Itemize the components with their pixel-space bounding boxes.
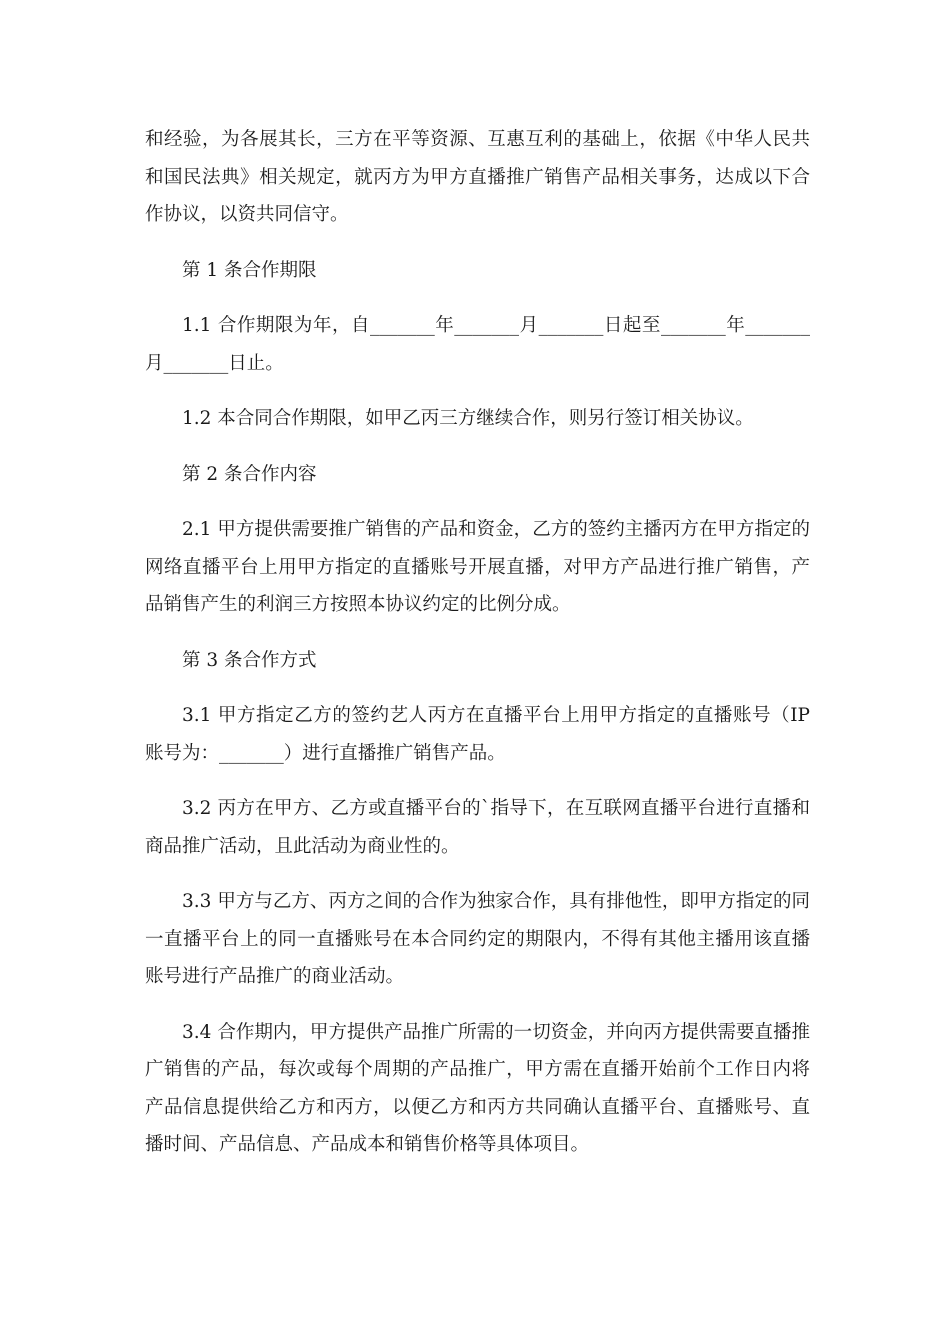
article-2-heading: 第 2 条合作内容 (182, 463, 317, 485)
article-3-heading: 第 3 条合作方式 (182, 649, 317, 671)
clause-3-3: 3.3 甲方与乙方、丙方之间的合作为独家合作，具有排他性，即甲方指定的同一直播平台上的同一直播账号在本合同约定的期限内，不得有其他主播用该直播账号进行产品推广的商业活动。 (145, 891, 810, 987)
clause-3-2: 3.2 丙方在甲方、乙方或直播平台的`指导下，在互联网直播平台进行直播和商品推广活动，且此活动为商业性的。 (145, 798, 810, 857)
document-body (145, 121, 810, 1182)
intro-paragraph: 和经验，为各展其长，三方在平等资源、互惠互利的基础上，依据《中华人民共和国民法典》相关规定，就丙方为甲方直播推广销售产品相关事务，达成以下合作协议，以资共同信守。 (145, 129, 810, 225)
clause-3-1: 3.1 甲方指定乙方的签约艺人丙方在直播平台上用甲方指定的直播账号（IP 账号为：_______）进行直播推广销售产品。 (145, 705, 810, 764)
clause-1-2: 1.2 本合同合作期限，如甲乙丙三方继续合作，则另行签订相关协议。 (182, 408, 754, 429)
clause-2-1: 2.1 甲方提供需要推广销售的产品和资金，乙方的签约主播丙方在甲方指定的网络直播平台上用甲方指定的直播账号开展直播，对甲方产品进行推广销售，产品销售产生的利润三方按照本协议约定的比例分成。 (145, 519, 810, 615)
clause-3-4: 3.4 合作期内，甲方提供产品推广所需的一切资金，并向丙方提供需要直播推广销售的产品，每次或每个周期的产品推广，甲方需在直播开始前个工作日内将产品信息提供给乙方和丙方，以便乙方和丙方共同确认直播平台、直播账号、直播时间、产品信息、产品成本和销售价格等具体项目。 (145, 1021, 810, 1155)
article-1-heading: 第 1 条合作期限 (182, 259, 317, 281)
clause-1-1: 1.1 合作期限为年，自_______年_______月_______日起至_______年_______月_______日止。 (145, 315, 810, 374)
